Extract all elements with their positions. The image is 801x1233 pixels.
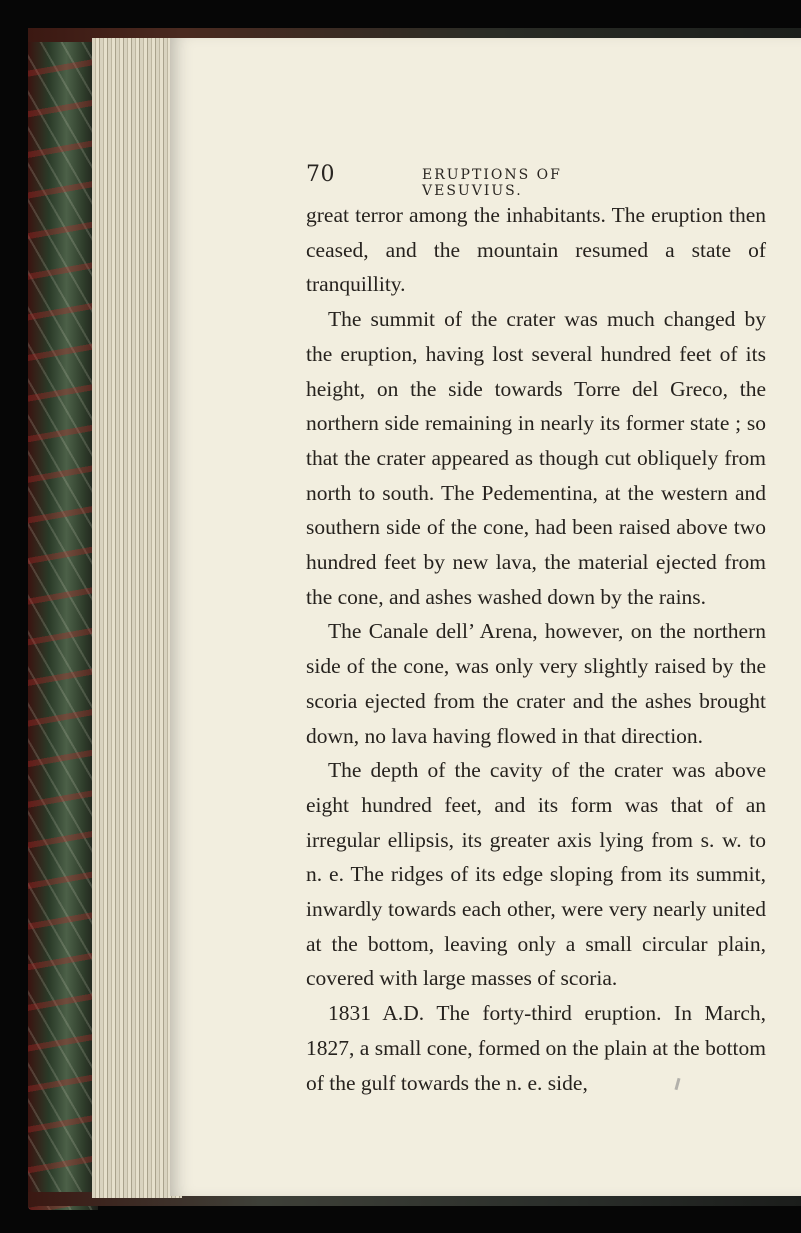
paragraph-5: 1831 A.D. The forty-third eruption. In March, 1827, a small cone, formed on the plain at the bottom of the gulf towards the n. e. side, <box>306 1001 766 1095</box>
page-header <box>306 162 666 199</box>
page-number: 70 <box>306 162 335 187</box>
paragraph-1: great terror among the inhabitants. The eruption then ceased, and the mountain resumed a state of tranquillity. <box>306 203 766 297</box>
page-stack-edges <box>92 38 182 1198</box>
running-title: ERUPTIONS OF VESUVIUS. <box>422 167 562 199</box>
body-text <box>306 198 766 1100</box>
paragraph-3: The Canale dell’ Arena, however, on the northern side of the cone, was only very slightly raised by the scoria ejected from the crater and the ashes brought down, no lava having flowed in that direction. <box>306 619 766 748</box>
paragraph-4: The depth of the cavity of the crater was above eight hundred feet, and its form was that of an irregular ellipsis, its greater axis lying from s. w. to n. e. The ridges of its edge sloping from its summit, inwardly towards each other, were very nearly united at the bottom, leaving only a small circular plain, covered with large masses of scoria. <box>306 758 766 991</box>
paragraph-2: The summit of the crater was much changed by the eruption, having lost several hundred feet of its height, on the side towards Torre del Greco, the northern side remaining in nearly its former state ; so that the crater appeared as though cut obliquely from north to south. The Pedementina, at the western and southern side of the cone, had been raised above two hundred feet by new lava, the material ejected from the cone, and ashes washed down by the rains. <box>306 307 766 609</box>
marbled-cover-edge <box>28 30 98 1210</box>
